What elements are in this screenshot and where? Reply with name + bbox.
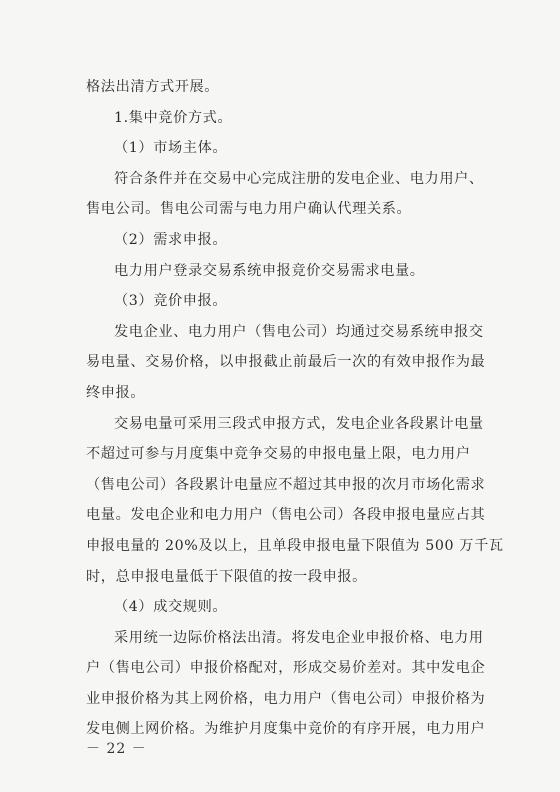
text-line: 交易电量可采用三段式申报方式，发电企业各段累计电量: [114, 415, 484, 432]
text-line: （3）竞价申报。: [114, 293, 228, 310]
text-line: 不超过可参与月度集中竞争交易的申报电量上限，电力用户: [86, 446, 471, 463]
text-line: 格法出清方式开展。: [86, 79, 220, 95]
text-line: （1）市场主体。: [114, 140, 228, 157]
text-line: 申报电量的 20%及以上，且单段申报电量下限值为 500 万千瓦: [86, 537, 504, 554]
text-line: 终申报。: [86, 384, 146, 401]
text-line: 符合条件并在交易中心完成注册的发电企业、电力用户、: [114, 170, 484, 187]
text-line: 易电量、交易价格，以申报截止前最后一次的有效申报作为最: [86, 354, 486, 371]
text-line: （2）需求申报。: [114, 231, 228, 248]
text-line: 业申报价格为其上网价格，电力用户（售电公司）申报价格为: [86, 690, 486, 707]
text-line: （售电公司）各段累计电量应不超过其申报的次月市场化需求: [86, 476, 486, 493]
text-line: 1.集中竞价方式。: [114, 109, 233, 126]
text-line: 时，总申报电量低于下限值的按一段申报。: [86, 568, 367, 585]
text-line: 发电侧上网价格。为维护月度集中竞价的有序开展，电力用户: [86, 721, 486, 738]
text-line: 户（售电公司）申报价格配对，形成交易价差对。其中发电企: [86, 660, 486, 677]
text-line: 电量。发电企业和电力用户（售电公司）各段申报电量应占其: [86, 507, 486, 524]
text-line: （4）成交规则。: [114, 599, 228, 616]
text-line: 电力用户登录交易系统申报竞价交易需求电量。: [114, 262, 425, 279]
page-number: － 22 －: [86, 741, 147, 757]
text-line: 采用统一边际价格法出清。将发电企业申报价格、电力用: [114, 629, 484, 646]
text-line: 售电公司。售电公司需与电力用户确认代理关系。: [86, 201, 412, 218]
document-body: [86, 72, 504, 745]
text-line: 发电企业、电力用户（售电公司）均通过交易系统申报交: [114, 323, 484, 340]
